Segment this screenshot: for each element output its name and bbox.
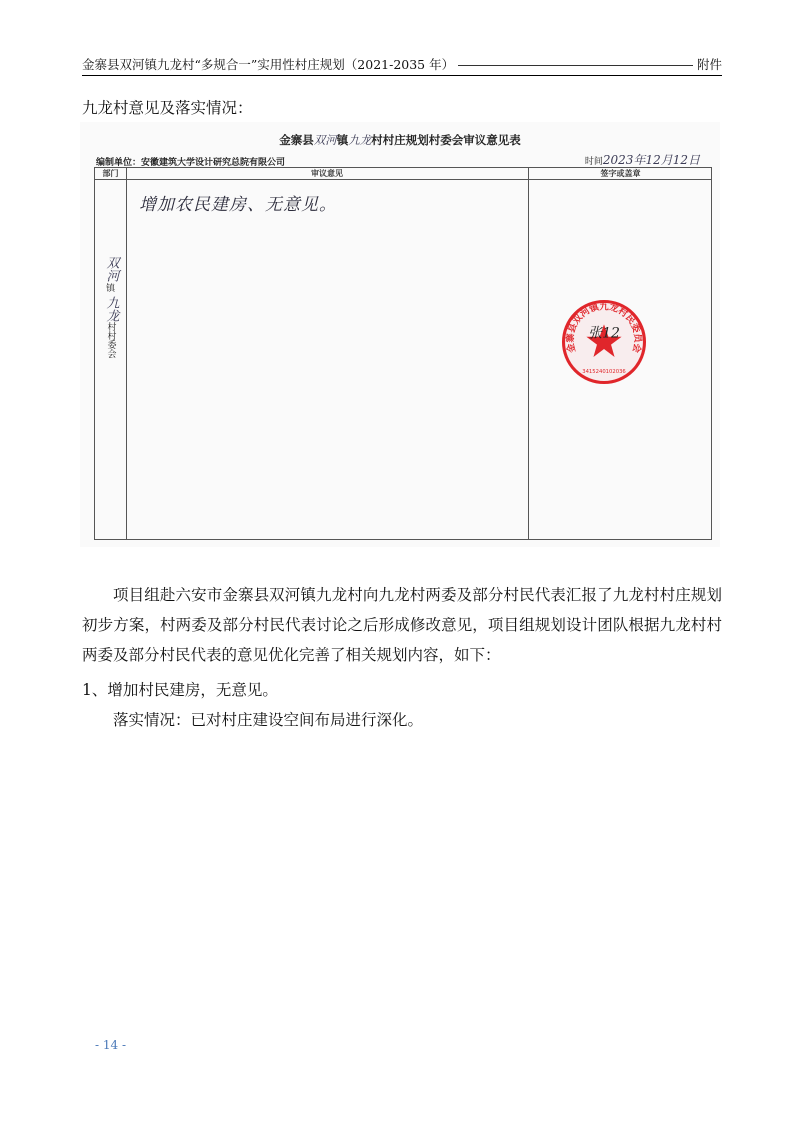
section-title: 九龙村意见及落实情况： [82,99,253,117]
seal-code: 3415240102036 [582,368,626,375]
header-title: 金寨县双河镇九龙村“多规合一”实用性村庄规划（2021-2035 年） [82,55,458,75]
scanned-review-form [80,122,720,547]
form-time: 时间2023年12月12日 [584,153,700,167]
page-header [82,55,722,76]
signature: 张12 [588,325,620,342]
header-attachment-label: 附件 [693,55,722,75]
department-cell: 双河 镇 九龙 村村委会 [103,256,119,358]
handwritten-opinion: 增加农民建房、无意见。 [139,195,337,215]
form-table [94,167,712,540]
table-column-divider [126,168,127,539]
handwritten-town: 双河 [313,133,337,147]
handwritten-department-village: 九龙 [103,296,119,322]
table-column-divider [528,168,529,539]
table-header-divider [95,179,711,180]
column-header-opinion: 审议意见 [311,169,343,178]
column-header-department: 部门 [102,169,119,178]
handwritten-department-town: 双河 [103,256,119,282]
column-header-signature: 签字或盖章 [600,169,641,178]
handwritten-village: 九龙 [348,133,372,147]
form-title: 金寨县双河镇九龙村村庄规划村委会审议意见表 [279,133,521,147]
form-unit: 编制单位：安徽建筑大学设计研究总院有限公司 [96,158,286,168]
official-seal [560,298,648,386]
page-number: - 14 - [95,1038,127,1052]
body-paragraph: 项目组赴六安市金寨县双河镇九龙村向九龙村两委及部分村民代表汇报了九龙村村庄规划初步方案，村两委及部分村民代表讨论之后形成修改意见，项目组规划设计团队根据九龙村村两委及部分村民代表的意见优化完善了相关规划内容，如下： [82,586,722,664]
handwritten-date: 2023年12月12日 [602,153,700,167]
implementation-note: 落实情况：已对村庄建设空间布局进行深化。 [113,711,424,729]
seal-text: 金寨县双河镇九龙村民委员会 [564,301,644,354]
opinion-item-1: 1、增加村民建房，无意见。 [82,681,278,699]
